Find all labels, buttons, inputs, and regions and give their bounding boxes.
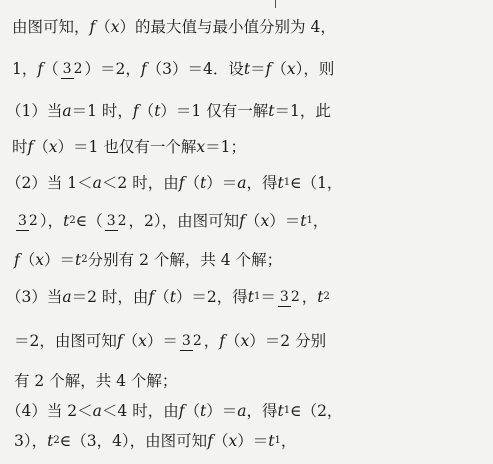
text-run: （ <box>43 60 59 78</box>
text-run: （ <box>154 288 170 306</box>
subscript: 1 <box>254 291 261 302</box>
math-variable: t <box>154 102 161 120</box>
text-run: （ <box>212 432 229 450</box>
text-run: 分别有 2 个解，共 4 个解； <box>87 251 283 269</box>
text-line <box>0 48 493 88</box>
math-variable: t <box>47 432 54 450</box>
math-variable: t <box>317 288 324 306</box>
math-variable: t <box>75 251 82 269</box>
text-run: （ <box>33 138 49 156</box>
text-run: （4）当 2＜ <box>6 402 93 420</box>
math-variable: f <box>14 251 20 269</box>
text-line <box>0 90 493 130</box>
text-run: ）＝ <box>269 212 301 230</box>
text-line <box>0 200 493 240</box>
math-variable: t <box>169 288 176 306</box>
text-run: ）＝1 也仅有一个解 <box>57 138 197 156</box>
text-run: 时 <box>12 138 28 156</box>
text-run: （3）当 <box>6 288 63 306</box>
text-run: ）， <box>39 212 64 230</box>
text-run: ＝ <box>250 60 266 78</box>
text-run: （ <box>184 174 200 192</box>
math-variable: t <box>199 402 207 420</box>
subscript: 1 <box>306 215 313 226</box>
math-variable: t <box>268 102 275 120</box>
text-run: ∈（3，4），由图可知 <box>59 432 208 450</box>
text-run: ，得 <box>246 402 278 420</box>
fraction: 3 2 <box>106 213 127 229</box>
math-variable: t <box>199 174 207 192</box>
subscript: 1 <box>283 177 291 188</box>
text-run: （ <box>244 212 261 230</box>
text-run: 由图可知， <box>12 18 90 36</box>
text-run: ）＝1 仅有一解 <box>160 102 269 120</box>
text-run: （ <box>19 251 36 269</box>
math-variable: a <box>237 402 247 420</box>
text-run: ＝1 时， <box>71 102 133 120</box>
text-run: ）的最大值与最小值分别为 4， <box>119 18 336 36</box>
math-variable: t <box>243 60 251 78</box>
fraction: 3 2 <box>181 333 202 349</box>
text-run: （ <box>271 60 287 78</box>
math-variable: f <box>178 174 185 192</box>
math-variable: t <box>277 402 284 420</box>
text-run: ＜4 时，由 <box>101 402 179 420</box>
text-run: ，得 <box>246 174 278 192</box>
text-run: （1）当 <box>6 102 63 120</box>
fraction: 3 2 <box>18 213 38 229</box>
math-variable: f <box>27 138 34 156</box>
math-variable: x <box>286 60 296 78</box>
text-run: （ <box>138 102 155 120</box>
math-variable: x <box>260 212 270 230</box>
math-variable: f <box>89 18 96 36</box>
text-run: ＝ <box>260 288 276 306</box>
text-line <box>0 6 493 46</box>
math-variable: x <box>240 332 250 350</box>
math-variable: f <box>140 60 147 78</box>
subscript: 2 <box>53 435 60 446</box>
text-run: ）＝2， <box>84 60 141 78</box>
text-run: ）＝2，得 <box>175 288 248 306</box>
subscript: 2 <box>323 291 330 302</box>
math-variable: f <box>207 432 213 450</box>
text-run: （2）当 1＜ <box>6 174 93 192</box>
math-variable: x <box>196 138 206 156</box>
text-run: ）＝2 分别 <box>249 332 327 350</box>
subscript: 1 <box>283 405 291 416</box>
text-run: ∈（2， <box>290 402 343 420</box>
subscript: 2 <box>81 254 88 265</box>
text-run: ）＝ <box>44 251 76 269</box>
math-variable: f <box>219 332 226 350</box>
text-run: ，2），由图可知 <box>128 212 240 230</box>
text-run: ＝2 时，由 <box>71 288 149 306</box>
text-run: 有 2 个解，共 4 个解； <box>14 372 178 390</box>
text-run: （ <box>225 332 241 350</box>
math-variable: f <box>265 60 272 78</box>
text-run: （3）＝4．设 <box>146 60 244 78</box>
text-run: ），则 <box>295 60 335 78</box>
text-run: ， <box>203 332 220 350</box>
text-run: 1， <box>12 60 38 78</box>
math-variable: t <box>63 212 70 230</box>
math-variable: a <box>62 102 72 120</box>
text-run: （ <box>184 402 200 420</box>
text-run: ∈（1， <box>290 174 343 192</box>
text-run: ）＝ <box>237 432 269 450</box>
math-variable: t <box>247 288 255 306</box>
math-variable: f <box>37 60 44 78</box>
math-variable: f <box>148 288 155 306</box>
text-run: ＝1； <box>205 138 246 156</box>
text-line <box>0 276 493 316</box>
text-run: （ <box>95 18 111 36</box>
math-variable: a <box>92 402 102 420</box>
math-variable: x <box>35 251 45 269</box>
fraction: 3 2 <box>62 61 83 77</box>
math-variable: x <box>110 18 120 36</box>
text-run: ）＝ <box>146 332 178 350</box>
text-line <box>0 162 493 202</box>
text-run: 3）， <box>14 432 48 450</box>
text-run: ， <box>280 432 297 450</box>
text-line <box>0 420 493 460</box>
text-run: ＝1，此 <box>274 102 331 120</box>
math-variable: t <box>277 174 284 192</box>
math-variable: t <box>268 432 275 450</box>
math-variable: f <box>239 212 245 230</box>
math-variable: x <box>48 138 58 156</box>
text-run: ）＝ <box>206 402 238 420</box>
math-variable: x <box>138 332 147 350</box>
math-variable: f <box>132 102 139 120</box>
text-run: ）＝ <box>206 174 238 192</box>
text-run: ＝2，由图可知 <box>14 332 117 350</box>
math-variable: x <box>228 432 238 450</box>
text-line <box>0 320 493 360</box>
math-variable: t <box>300 212 307 230</box>
math-variable: a <box>237 174 247 192</box>
text-run: （ <box>122 332 139 350</box>
text-run: ＜2 时，由 <box>101 174 179 192</box>
subscript: 2 <box>69 215 76 226</box>
text-run: ， <box>301 288 318 306</box>
text-run: ∈（ <box>75 212 103 230</box>
math-variable: a <box>92 174 102 192</box>
fraction: 3 2 <box>279 289 300 305</box>
text-line <box>0 239 493 279</box>
math-variable: a <box>62 288 72 306</box>
subscript: 1 <box>274 435 281 446</box>
math-variable: f <box>116 332 123 350</box>
math-variable: f <box>178 402 185 420</box>
text-line <box>0 126 493 166</box>
text-run: ， <box>312 212 329 230</box>
